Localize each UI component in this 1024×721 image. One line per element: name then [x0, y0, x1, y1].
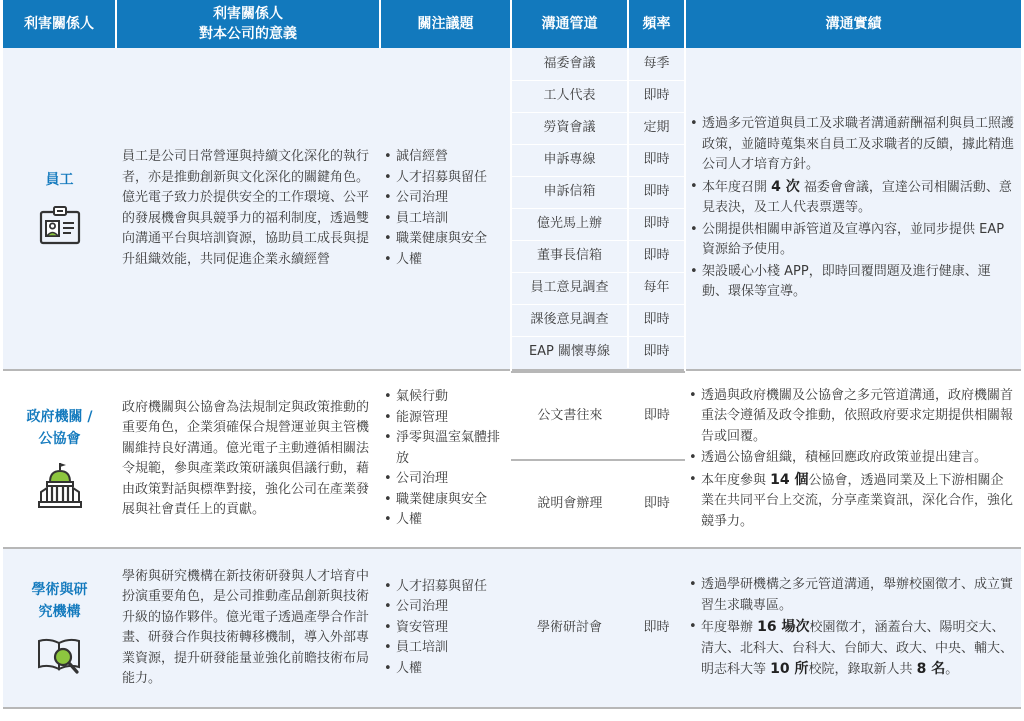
list-item: • 公司治理: [382, 188, 510, 209]
channels-table: [511, 371, 685, 547]
highlight-number: 10 所: [770, 661, 809, 678]
book-search-icon: [35, 633, 85, 677]
results-cell: [685, 370, 1021, 548]
stakeholder-name: 政府機關 / 公協會: [26, 409, 93, 447]
channel-row: [512, 305, 684, 337]
list-item: • 人權: [382, 659, 511, 680]
channel-frequency: 即時: [628, 548, 685, 708]
channel-name: 董事長信箱: [512, 241, 628, 273]
list-item: • 透過公協會組織，積極回應政府政策並提出建言。: [687, 448, 1015, 469]
channel-name: 工人代表: [512, 81, 628, 113]
stakeholder-name: 員工: [45, 171, 74, 188]
channel-row: [512, 113, 684, 145]
employee-badge-icon: [36, 201, 84, 249]
channel-frequency: 定期: [628, 113, 684, 145]
meaning-cell: 學術與研究機構在新技術研發與人才培育中扮演重要角色，是公司推動產品創新與技術升級的協作夥伴。億光電子透過產學合作計畫、研發合作與技術轉移機制，導入外部專業資源，提升研發能量並強化前瞻技術布局能力。: [116, 548, 380, 708]
stakeholder-communication-table: [3, 0, 1021, 709]
channel-name: 公文書往來: [511, 372, 629, 460]
list-item: • 架設暖心小棧 APP，即時回覆問題及進行健康、運動、環保等宣導。: [688, 262, 1015, 303]
list-item: • 誠信經營: [382, 147, 510, 168]
channels-cell: [511, 48, 685, 370]
channel-row: [512, 177, 684, 209]
list-item: • 人權: [382, 250, 510, 271]
highlight-number: 16 場次: [757, 619, 810, 636]
list-item: • 公司治理: [382, 597, 511, 618]
list-item: • 人才招募與留任: [382, 577, 511, 598]
channel-frequency: 即時: [628, 305, 684, 337]
channel-name: EAP 關懷專線: [512, 337, 628, 369]
topics-list: [380, 577, 511, 680]
channel-name: 億光馬上辦: [512, 209, 628, 241]
channel-row: [512, 145, 684, 177]
channel-frequency: 每季: [628, 49, 684, 81]
results-cell: [685, 548, 1021, 708]
list-item: • 公開提供相關申訴管道及宣導內容，並同步提供 EAP 資源給予使用。: [688, 220, 1015, 261]
results-list: [686, 114, 1021, 303]
channels-table: [512, 49, 684, 368]
channel-frequency: 即時: [628, 177, 684, 209]
channel-name: 福委會議: [512, 49, 628, 81]
results-list: [685, 386, 1021, 533]
list-item: • 年度舉辦 16 場次校園徵才，涵蓋台大、陽明交大、清大、北科大、台科大、台師大、政大、中央、輔大、明志科大等 10 所校院，錄取新人共 8 名。: [687, 617, 1015, 681]
channel-frequency: 每年: [628, 273, 684, 305]
list-item: • 職業健康與安全: [382, 490, 511, 511]
stakeholder-cell: [3, 370, 116, 548]
highlight-number: 14 個: [770, 471, 809, 488]
channel-row: [512, 81, 684, 113]
list-item: • 公司治理: [382, 469, 511, 490]
channel-frequency: 即時: [628, 209, 684, 241]
stakeholder-cell: [3, 48, 116, 370]
channel-row: [512, 209, 684, 241]
channel-name: 課後意見調查: [512, 305, 628, 337]
stakeholder-cell: [3, 548, 116, 708]
topics-cell: [380, 370, 511, 548]
channel-frequency: 即時: [628, 241, 684, 273]
channel-row: [512, 273, 684, 305]
header-stakeholder: 利害關係人: [3, 0, 116, 48]
table-row: [3, 370, 1021, 548]
meaning-cell: 政府機關與公協會為法規制定與政策推動的重要角色，企業須確保合規營運並與主管機關維持良好溝通。億光電子主動遵循相關法令規範，參與產業政策研議與倡議行動，藉由政策對話與標準對接，強化公司在產業發展與社會責任上的貢獻。: [116, 370, 380, 548]
list-item: • 員工培訓: [382, 638, 511, 659]
channel-row: [511, 372, 685, 460]
list-item: • 員工培訓: [382, 209, 510, 230]
results-list: [685, 575, 1021, 681]
topics-cell: [380, 48, 511, 370]
results-cell: [685, 48, 1021, 370]
table-row: [3, 548, 1021, 708]
channel-name: 說明會辦理: [511, 460, 629, 547]
list-item: • 人才招募與留任: [382, 168, 510, 189]
list-item: • 淨零與溫室氣體排放: [382, 428, 511, 469]
channel-frequency: 即時: [629, 372, 685, 460]
list-item: • 能源管理: [382, 408, 511, 429]
topics-list: [380, 387, 511, 531]
header-channel: 溝通管道: [511, 0, 628, 48]
list-item: • 職業健康與安全: [382, 229, 510, 250]
list-item: • 氣候行動: [382, 387, 511, 408]
channel-row: [512, 337, 684, 369]
highlight-number: 4 次: [771, 178, 800, 195]
list-item: • 透過與政府機關及公協會之多元管道溝通，政府機關首重法令遵循及政令推動，依照政府要求定期提供相關報告或回覆。: [687, 386, 1015, 448]
table-row: [3, 48, 1021, 370]
list-item: • 透過學研機構之多元管道溝通，舉辦校園徵才、成立實習生求職專區。: [687, 575, 1015, 616]
list-item: • 本年度參與 14 個公協會，透過同業及上下游相關企業在共同平台上交流，分享產業資訊，深化合作，強化競爭力。: [687, 470, 1015, 533]
list-item: • 資安管理: [382, 618, 511, 639]
topics-list: [380, 147, 510, 270]
header-results: 溝通實績: [685, 0, 1021, 48]
channel-name: 學術研討會: [511, 548, 628, 708]
list-item: • 本年度召開 4 次 福委會會議，宣達公司相關活動、意見表決，及工人代表票選等。: [688, 177, 1015, 219]
government-building-icon: [36, 460, 84, 512]
channel-name: 勞資會議: [512, 113, 628, 145]
stakeholder-name: 學術與研究機構: [31, 582, 88, 620]
channel-frequency: 即時: [629, 460, 685, 547]
channels-cell: [511, 370, 685, 548]
channel-frequency: 即時: [628, 337, 684, 369]
highlight-number: 8 名: [916, 661, 946, 678]
meaning-cell: 員工是公司日常營運與持續文化深化的執行者，亦是推動創新與文化深化的關鍵角色。億光電子致力於提供安全的工作環境、公平的發展機會與具競爭力的福利制度，透過雙向溝通平台與培訓資源，協助員工成長與提升組織效能，共同促進企業永續經營: [116, 48, 380, 370]
list-item: • 透過多元管道與員工及求職者溝通薪酬福利與員工照護政策，並隨時蒐集來自員工及求職者的反饋，據此精進公司人才培育方針。: [688, 114, 1015, 176]
channel-frequency: 即時: [628, 81, 684, 113]
topics-cell: [380, 548, 511, 708]
header-topics: 關注議題: [380, 0, 511, 48]
channel-row: [511, 460, 685, 547]
channel-row: [512, 241, 684, 273]
channel-name: 申訴專線: [512, 145, 628, 177]
list-item: • 人權: [382, 510, 511, 531]
channel-name: 申訴信箱: [512, 177, 628, 209]
channel-name: 員工意見調查: [512, 273, 628, 305]
table-header: [3, 0, 1021, 48]
header-meaning: 利害關係人 對本公司的意義: [116, 0, 380, 48]
channel-frequency: 即時: [628, 145, 684, 177]
channel-row: [512, 49, 684, 81]
header-frequency: 頻率: [628, 0, 685, 48]
